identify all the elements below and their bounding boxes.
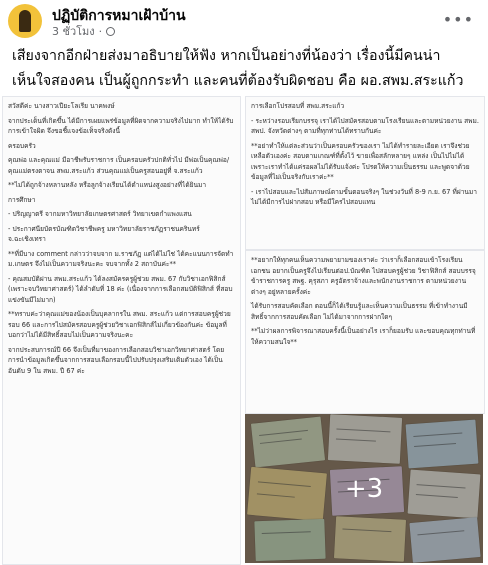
screenshot-image-2[interactable] (245, 96, 485, 250)
certificates-photo[interactable] (245, 414, 483, 563)
shot-text: **อย่าทำให้แต่ละส่วนว่าเป็นครอบครัวของเรา ไม่ได้ทำรายละเอียด เราจึงช่วยเหลือตัวเองค่ะ สอบตามเกณฑ์ที่ตั้งไว้ ขายเพื่อสลักหลายๆ แหล่ง เป็นไปไม่ได้ เพราะเราทำได้แค่รอผลไม่ได้รับแจ้งค่ะ โปรดให้ความเป็นธรรม และพูดจาด้วยข้อมูลที่ไม่เป็นจริงกับเราค่ะ** (251, 141, 470, 181)
page-avatar[interactable] (8, 4, 42, 38)
dog-silhouette-icon (19, 10, 31, 32)
post-meta: 3 ชั่วโมง · (52, 22, 115, 40)
shot-text: - คุณสมบัติผ่าน สพม.สระแก้ว ได้ลงสมัครครูผู้ช่วย สพม. 67 กับวิชาเอกฟิสิกส์ (เพราะจบวิทยาศาสตร์) ได้ลำดับที่ 18 ค่ะ (เนื่องจากการเลือกสมบัติฟิสิกส์ ที่สอบแข่งขันมีไม่มาก) (8, 274, 233, 304)
post-header (0, 0, 488, 40)
shot-text: **ที่มีบาง comment กล่าวว่าจบจาก ม.ราชภัฏ แต่ได้ไม่ใช่ ได้คะแนนการจัดทำ ม.เกษตร จึงไม่เป็นความจริงนะคะ จบจากทั้ง 2 สถาบันค่ะ** (8, 249, 234, 268)
shot-text: - ระหว่างรอบเรียกบรรจุ เราได้ไปสมัครสอบตามโรงเรียนและตามหน่วยงาน สพม. สพป. จังหวัดต่างๆ ตามที่ทุกท่านได้ทราบกันค่ะ (251, 116, 479, 135)
shot-text: จากประเด็นที่เกิดขึ้น ได้มีการเผยแพร่ข้อมูลที่ผิดจากความจริงไปมาก ทำให้ได้รับการเข้าใจผิด จึงขอชี้แจงข้อเท็จจริงดังนี้ (8, 116, 234, 135)
post-time[interactable]: 3 ชั่วโมง (52, 25, 95, 38)
screenshot-image-1[interactable] (2, 96, 241, 565)
shot-text: **อยากให้ทุกคนเห็นความพยายามของเราค่ะ ว่าเราก็เลือกสอบเข้าโรงเรียนเอกชน อยากเป็นครูจึงไปเรียนต่อป.บัณฑิต ไปสอบครูผู้ช่วย วิชาฟิสิกส์ สอบบรรจุข้าราชการครู สพฐ. คุรุสภา ครูอัตราจ้างและพนักงานราชการ ตามหน่วยงานต่างๆ อยู่หลายครั้งค่ะ (251, 256, 476, 296)
post-caption: เสียงจากอีกฝ่ายส่งมาอธิบายให้ฟัง หากเป็นอย่างที่น้องว่า เรื่องนี้มีคนน่าเห็นใจสองคน เป็นผู้ถูกกระทำ และคนที่ต้องรับผิดชอบ คือ ผอ.สพม.สระแก้ว (12, 48, 464, 89)
shot-text: - เราไปสอบและไปสัมภาษณ์ตามขั้นตอนจริงๆ ในช่วงวันที่ 8-9 ก.ย. 67 ที่ผ่านมา ไม่ได้มีการไปฝากสอบ หรือมีใครไปสอบแทน (251, 187, 477, 206)
shot-text: คุณพ่อ และคุณแม่ มีอาชีพรับราชการ เป็นครอบครัวปกติทั่วไป มีพ่อเป็นคุณพ่อ/คุณแม่ตรงตาจน สพม.สระแก้ว ส่วนคุณแม่เป็นครูสอนอยู่ที่ จ.สระแก้ว (8, 156, 230, 175)
shot-text: **ไม่ได้ถูกจ้างหลานหลัง หรือลูกจ้างเรียนได้ตำแหน่งสูงอย่างที่ได้ยินมา (8, 181, 207, 189)
shot-text: **ไม่ว่าผลการพิจารณาสอบครั้งนี้เป็นอย่างไร เราก็ยอมรับ และขอบคุณทุกท่านที่ให้ความสนใจ** (251, 327, 476, 346)
shot-text: จากประสบการณ์ปี 66 จึงเป็นที่มาของการเลือกสอบวิชาเอกวิทยาศาสตร์ โดยการนำข้อมูลเกิดขึ้นจากการสอบเลือกรอบนี้ไปปรับปรุงเสริมเติมตัวเอง ได้เป็นอันดับ 9 ใน สพม. ปี 67 ค่ะ (8, 345, 225, 375)
shot-text: - ประกาศนียบัตรบัณฑิตวิชาชีพครู มหาวิทยาลัยราชภัฏราชนครินทร์ จ.ฉะเชิงเทรา (8, 224, 200, 243)
shot-text: การศึกษา (8, 195, 36, 204)
shot-text: **ทราบค่ะว่าคุณแม่ของน้องเป็นบุคลากรใน สพม. สระแก้ว แต่การสอบครูผู้ช่วยรอบ 66 และการไปสมัครสอบครูผู้ช่วยวิชาเอกฟิสิกส์ไม่เกี่ยวข้องกันค่ะ ข้อมูลที่บอกว่าไม่ได้มีสิทธิ์สอบไม่เป็นความจริงนะคะ (8, 310, 231, 339)
screenshot-image-3[interactable] (245, 250, 485, 414)
shot-text: ได้รับการสอบคัดเลือก ตอนนี้ก็ได้เรียนรู้และเห็นความเป็นธรรม ที่เข้าทำงานมีสิทธิ์จากการสอบคัดเลือก ไม่ได้มาจากการฝากใดๆ (251, 302, 468, 321)
shot-text: สวัสดีค่ะ นางสาวเปียะโลเรีย นาคพงษ์ (8, 102, 115, 110)
more-photos-overlay[interactable]: +3 (245, 414, 483, 563)
shot-text: - ปริญญาตรี จากมหาวิทยาลัยเกษตรศาสตร์ วิทยาเขตกำแพงแสน (8, 210, 192, 218)
more-options-icon[interactable]: ••• (442, 10, 474, 29)
globe-icon (106, 27, 115, 36)
shot-text: การเลือกโปรสอบที่ สพม.สระแก้ว (251, 102, 345, 110)
shot-text: ครอบครัว (8, 141, 36, 150)
page-name-link[interactable]: ปฏิบัติการหมาเฝ้าบ้าน (52, 8, 186, 24)
